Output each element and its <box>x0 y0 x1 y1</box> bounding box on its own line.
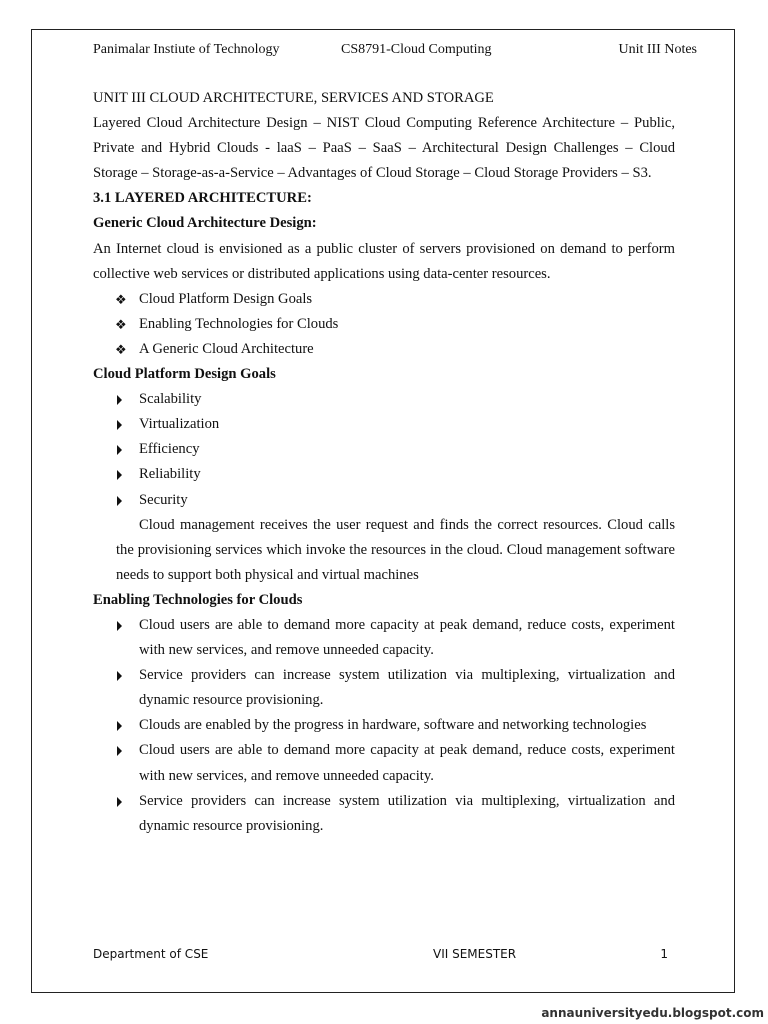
triangle-bullet-icon <box>117 470 122 480</box>
triangle-bullet-icon <box>117 496 122 506</box>
triangle-bullet-icon <box>117 621 122 631</box>
header-course: CS8791-Cloud Computing <box>341 42 492 57</box>
topic-list <box>93 287 675 362</box>
list-item <box>93 312 675 337</box>
list-item <box>93 437 675 462</box>
list-item <box>93 713 675 738</box>
header-unit: Unit III Notes <box>618 42 697 57</box>
list-item-text: Security <box>139 491 188 508</box>
footer-semester: VII SEMESTER <box>433 947 517 961</box>
list-item <box>93 738 675 788</box>
footer-department: Department of CSE <box>93 947 209 961</box>
unit-title: UNIT III CLOUD ARCHITECTURE, SERVICES AND STORAGE <box>93 90 494 106</box>
enabling-tech-list <box>93 613 675 839</box>
header-institute: Panimalar Instiute of Technology <box>93 42 280 57</box>
list-item-text: Virtualization <box>139 416 220 433</box>
list-item-text: Service providers can increase system utilization via multiplexing, virtualization and dynamic resource provisioning. <box>139 667 675 709</box>
list-item <box>93 613 675 663</box>
triangle-bullet-icon <box>117 395 122 405</box>
list-item <box>93 462 675 487</box>
enabling-tech-heading: Enabling Technologies for Clouds <box>93 591 303 608</box>
list-item <box>93 337 675 362</box>
list-item <box>93 412 675 437</box>
list-item-text: Reliability <box>139 466 201 483</box>
diamond-bullet-icon: ❖ <box>115 341 127 357</box>
diamond-bullet-icon: ❖ <box>115 316 127 332</box>
triangle-bullet-icon <box>117 797 122 807</box>
list-item-text: Enabling Technologies for Clouds <box>139 315 339 332</box>
list-item <box>93 789 675 839</box>
site-watermark: annauniversityedu.blogspot.com <box>541 1006 764 1020</box>
page-number: 1 <box>660 947 668 961</box>
triangle-bullet-icon <box>117 746 122 756</box>
list-item-text: Cloud Platform Design Goals <box>139 290 313 307</box>
triangle-bullet-icon <box>117 721 122 731</box>
generic-design-heading: Generic Cloud Architecture Design: <box>93 215 317 232</box>
section-heading: 3.1 LAYERED ARCHITECTURE: <box>93 190 312 207</box>
list-item <box>93 287 675 312</box>
design-goals-heading: Cloud Platform Design Goals <box>93 366 276 383</box>
list-item <box>93 488 675 513</box>
list-item-text: Scalability <box>139 391 202 408</box>
running-footer <box>93 947 668 965</box>
list-item <box>93 663 675 713</box>
diamond-bullet-icon: ❖ <box>115 291 127 307</box>
triangle-bullet-icon <box>117 445 122 455</box>
triangle-bullet-icon <box>117 671 122 681</box>
list-item-text: Efficiency <box>139 441 200 458</box>
generic-design-intro: An Internet cloud is envisioned as a public cluster of servers provisioned on demand to perform collective web services or distributed applications using data-center resources. <box>93 240 675 282</box>
list-item <box>93 387 675 412</box>
syllabus-paragraph: Layered Cloud Architecture Design – NIST Cloud Computing Reference Architecture – Public, Private and Hybrid Clouds - laaS – PaaS – SaaS – Architectural Design Challenges – Cloud Storage – Storage-as-a-Service – Advantages of Cloud Storage – Cloud Storage Providers – S3. <box>93 115 675 182</box>
design-goals-list <box>93 387 675 512</box>
list-item-text: A Generic Cloud Architecture <box>139 340 314 357</box>
list-item-text: Cloud users are able to demand more capacity at peak demand, reduce costs, experiment with new services, and remove unneeded capacity. <box>139 616 675 659</box>
document-body <box>93 86 675 839</box>
running-header <box>93 42 697 60</box>
list-item-text: Cloud users are able to demand more capacity at peak demand, reduce costs, experiment with new services, and remove unneeded capacity. <box>139 742 675 784</box>
cloud-management-paragraph: Cloud management receives the user request and finds the correct resources. Cloud calls the provisioning services which invoke the resources in the cloud. Cloud management software needs to support both physical and virtual machines <box>116 516 675 583</box>
triangle-bullet-icon <box>117 420 122 430</box>
list-item-text: Service providers can increase system utilization via multiplexing, virtualization and dynamic resource provisioning. <box>139 792 675 834</box>
list-item-text: Clouds are enabled by the progress in hardware, software and networking technologies <box>139 717 647 734</box>
